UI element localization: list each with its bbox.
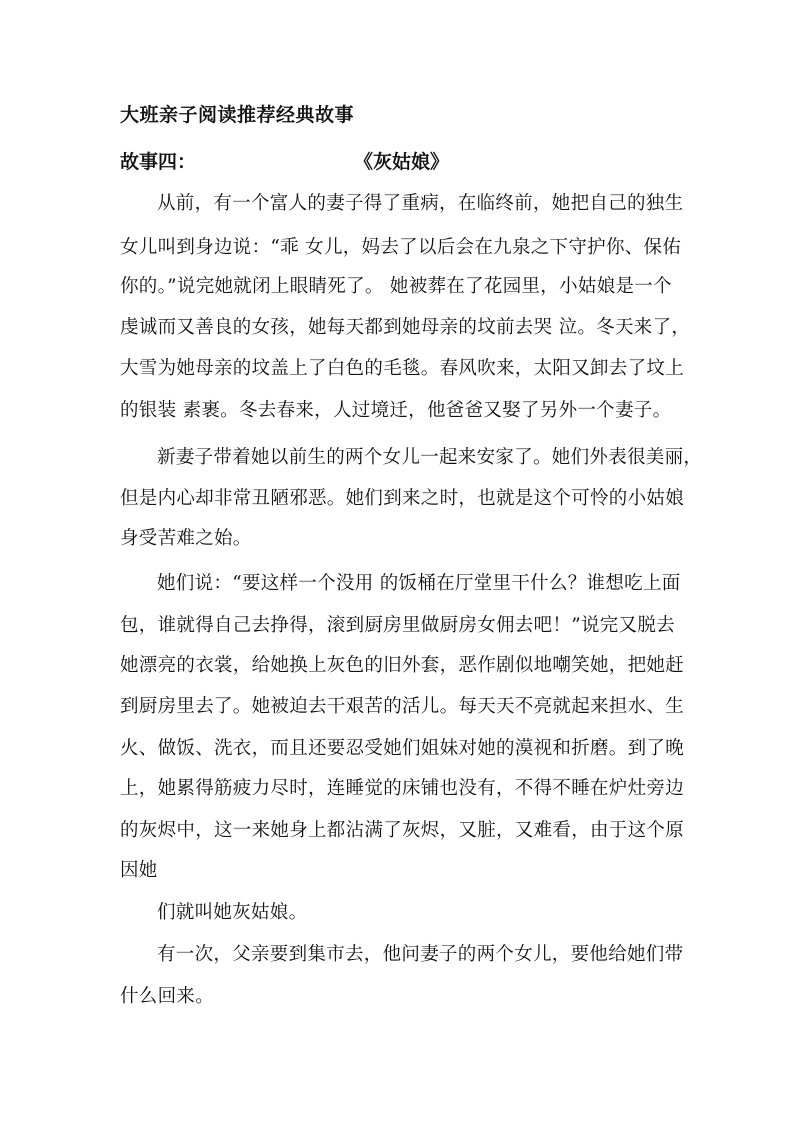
text-line: 女儿叫到身边说：“乖 女儿，妈去了以后会在九泉之下守护你、保佑 — [120, 237, 682, 258]
text-line: 新妻子带着她以前生的两个女儿一起来安家了。她们外表很美丽， — [157, 447, 703, 468]
text-line: 她漂亮的衣裳，给她换上灰色的旧外套，恶作剧似地嘲笑她，把她赶 — [120, 655, 685, 676]
text-line: 上，她累得筋疲力尽时，连睡觉的床铺也没有，不得不睡在炉灶旁边 — [120, 778, 685, 799]
story-label: 故事四： — [120, 151, 197, 173]
text-line: 从前，有一个富人的妻子得了重病，在临终前，她把自己的独生 — [157, 193, 684, 214]
document-title: 大班亲子阅读推荐经典故事 — [120, 104, 355, 126]
text-line: 包，谁就得自己去挣得，滚到厨房里做厨房女佣去吧！”说完又脱去 — [120, 615, 675, 636]
text-line: 虔诚而又善良的女孩，她每天都到她母亲的坟前去哭 泣。冬天来了， — [120, 317, 691, 338]
text-line: 的灰烬中，这一来她身上都沾满了灰烬，又脏，又难看，由于这个原 — [120, 820, 685, 841]
text-line: 火、做饭、洗衣，而且还要忍受她们姐妹对她的漠视和折磨。到了晚 — [120, 738, 685, 759]
text-line: 大雪为她母亲的坟盖上了白色的毛毯。春风吹来，太阳又卸去了坟上 — [120, 358, 685, 379]
text-line: 你的。”说完她就闭上眼睛死了。 她被葬在了花园里，小姑娘是一个 — [120, 276, 672, 297]
text-line: 身受苦难之始。 — [120, 528, 252, 549]
text-line: 们就叫她灰姑娘。 — [157, 902, 308, 923]
text-line: 到厨房里去了。她被迫去干艰苦的活儿。每天天不亮就起来担水、生 — [120, 696, 685, 717]
text-line: 有一次，父亲要到集市去，他问妻子的两个女儿，要他给她们带 — [157, 944, 684, 965]
text-line: 的银装 素裹。冬去春来，人过境迁，他爸爸又娶了另外一个妻子。 — [120, 400, 672, 421]
text-line: 但是内心却非常丑陋邪恶。她们到来之时，也就是这个可怜的小姑娘 — [120, 488, 685, 509]
text-line: 因她 — [120, 860, 158, 881]
text-line: 什么回来。 — [120, 986, 215, 1007]
story-name: 《灰姑娘》 — [354, 151, 450, 173]
text-line: 她们说：“要这样一个没用 的饭桶在厅堂里干什么？谁想吃上面 — [157, 573, 681, 594]
